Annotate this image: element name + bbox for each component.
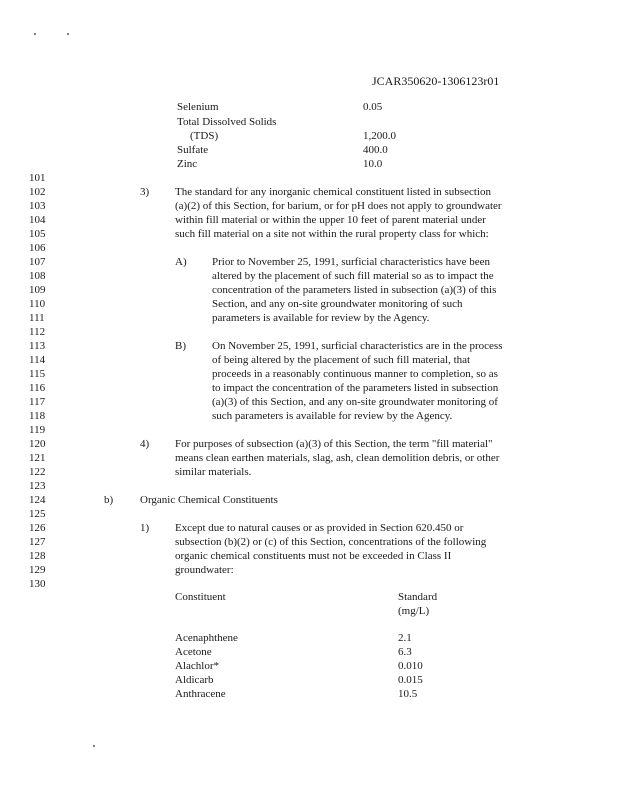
line-number: 108 bbox=[29, 270, 46, 282]
paragraph-line: Prior to November 25, 1991, surficial characteristics have been bbox=[212, 256, 490, 268]
paragraph-line: organic chemical constituents must not be exceeded in Class II bbox=[175, 550, 452, 562]
table-cell-name: (TDS) bbox=[190, 130, 219, 142]
line-number: 105 bbox=[29, 228, 46, 240]
item-label: 3) bbox=[140, 186, 150, 198]
scan-speck bbox=[67, 33, 69, 35]
line-number: 110 bbox=[29, 298, 46, 310]
line-number: 101 bbox=[29, 172, 46, 184]
paragraph-line: parameters is available for review by the Agency. bbox=[212, 312, 430, 324]
paragraph-line: Section, and any on-site groundwater monitoring of such bbox=[212, 298, 463, 310]
paragraph-line: For purposes of subsection (a)(3) of this Section, the term "fill material" bbox=[175, 438, 493, 450]
table-cell-name: Selenium bbox=[177, 101, 219, 113]
paragraph-line: proceeds in a reasonably continuous manner to completion, so as bbox=[212, 368, 498, 380]
line-number: 127 bbox=[29, 536, 46, 548]
paragraph-line: to impact the concentration of the parameters listed in subsection bbox=[212, 382, 499, 394]
table-cell-value: 0.015 bbox=[398, 674, 423, 686]
line-number: 111 bbox=[29, 312, 45, 324]
paragraph-line: of being altered by the placement of such fill material, that bbox=[212, 354, 471, 366]
paragraph-line: within fill material or within the upper 10 feet of parent material under bbox=[175, 214, 486, 226]
line-number: 119 bbox=[29, 424, 46, 436]
line-number: 113 bbox=[29, 340, 46, 352]
document-id: JCAR350620-1306123r01 bbox=[372, 74, 500, 88]
paragraph-line: concentration of the parameters listed in subsection (a)(3) of this bbox=[212, 284, 497, 296]
table-cell-name: Total Dissolved Solids bbox=[177, 116, 277, 128]
line-number: 129 bbox=[29, 564, 46, 576]
line-number: 120 bbox=[29, 438, 46, 450]
table-cell-value: 0.05 bbox=[363, 101, 383, 113]
table-cell-value: 400.0 bbox=[363, 144, 388, 156]
paragraph-line: similar materials. bbox=[175, 466, 252, 478]
item-label: B) bbox=[175, 340, 186, 352]
line-number: 126 bbox=[29, 522, 46, 534]
table-cell-name: Acenaphthene bbox=[175, 632, 238, 644]
item-label: 4) bbox=[140, 438, 150, 450]
paragraph-line: altered by the placement of such fill material so as to impact the bbox=[212, 270, 494, 282]
line-number: 123 bbox=[29, 480, 46, 492]
table-cell-name: Acetone bbox=[175, 646, 212, 658]
line-number: 116 bbox=[29, 382, 46, 394]
paragraph-line: (a)(3) of this Section, and any on-site groundwater monitoring of bbox=[212, 396, 498, 408]
line-number: 122 bbox=[29, 466, 46, 478]
table-cell-name: Alachlor* bbox=[175, 660, 219, 672]
line-number: 106 bbox=[29, 242, 46, 254]
paragraph-line: Except due to natural causes or as provided in Section 620.450 or bbox=[175, 522, 464, 534]
table-cell-name: Zinc bbox=[177, 158, 198, 170]
table-cell-value: 2.1 bbox=[398, 632, 412, 644]
table-cell-value: 10.5 bbox=[398, 688, 418, 700]
item-label: 1) bbox=[140, 522, 150, 534]
line-number: 117 bbox=[29, 396, 46, 408]
line-number: 128 bbox=[29, 550, 46, 562]
paragraph-line: groundwater: bbox=[175, 564, 234, 576]
scan-speck bbox=[93, 745, 95, 747]
table-cell-name: Anthracene bbox=[175, 688, 226, 700]
table-cell-name: Sulfate bbox=[177, 144, 209, 156]
column-header-standard: Standard bbox=[398, 591, 438, 603]
line-number: 118 bbox=[29, 410, 46, 422]
table-cell-name: Aldicarb bbox=[175, 674, 214, 686]
paragraph-line: such parameters is available for review by the Agency. bbox=[212, 410, 453, 422]
table-cell-value: 1,200.0 bbox=[363, 130, 396, 142]
line-number: 107 bbox=[29, 256, 46, 268]
line-number: 121 bbox=[29, 452, 46, 464]
line-number: 114 bbox=[29, 354, 46, 366]
item-label: A) bbox=[175, 256, 187, 268]
line-number: 115 bbox=[29, 368, 46, 380]
line-number: 124 bbox=[29, 494, 46, 506]
paragraph-line: The standard for any inorganic chemical constituent listed in subsection bbox=[175, 186, 491, 198]
scan-speck bbox=[34, 33, 36, 35]
line-number: 112 bbox=[29, 326, 46, 338]
section-label: b) bbox=[104, 494, 114, 506]
line-number: 125 bbox=[29, 508, 46, 520]
column-header-constituent: Constituent bbox=[175, 591, 226, 603]
paragraph-line: On November 25, 1991, surficial characteristics are in the process bbox=[212, 340, 503, 352]
paragraph-line: subsection (b)(2) or (c) of this Section, concentrations of the following bbox=[175, 536, 487, 548]
line-number: 130 bbox=[29, 578, 46, 590]
line-number: 109 bbox=[29, 284, 46, 296]
table-cell-value: 6.3 bbox=[398, 646, 412, 658]
table-cell-value: 10.0 bbox=[363, 158, 383, 170]
section-title: Organic Chemical Constituents bbox=[140, 494, 278, 506]
table-cell-value: 0.010 bbox=[398, 660, 423, 672]
paragraph-line: means clean earthen materials, slag, ash, clean demolition debris, or other bbox=[175, 452, 500, 464]
line-number: 103 bbox=[29, 200, 46, 212]
paragraph-line: such fill material on a site not within the rural property class for which: bbox=[175, 228, 489, 240]
line-number: 102 bbox=[29, 186, 46, 198]
paragraph-line: (a)(2) of this Section, for barium, or for pH does not apply to groundwater bbox=[175, 200, 502, 212]
column-header-unit: (mg/L) bbox=[398, 605, 430, 617]
line-number: 104 bbox=[29, 214, 46, 226]
